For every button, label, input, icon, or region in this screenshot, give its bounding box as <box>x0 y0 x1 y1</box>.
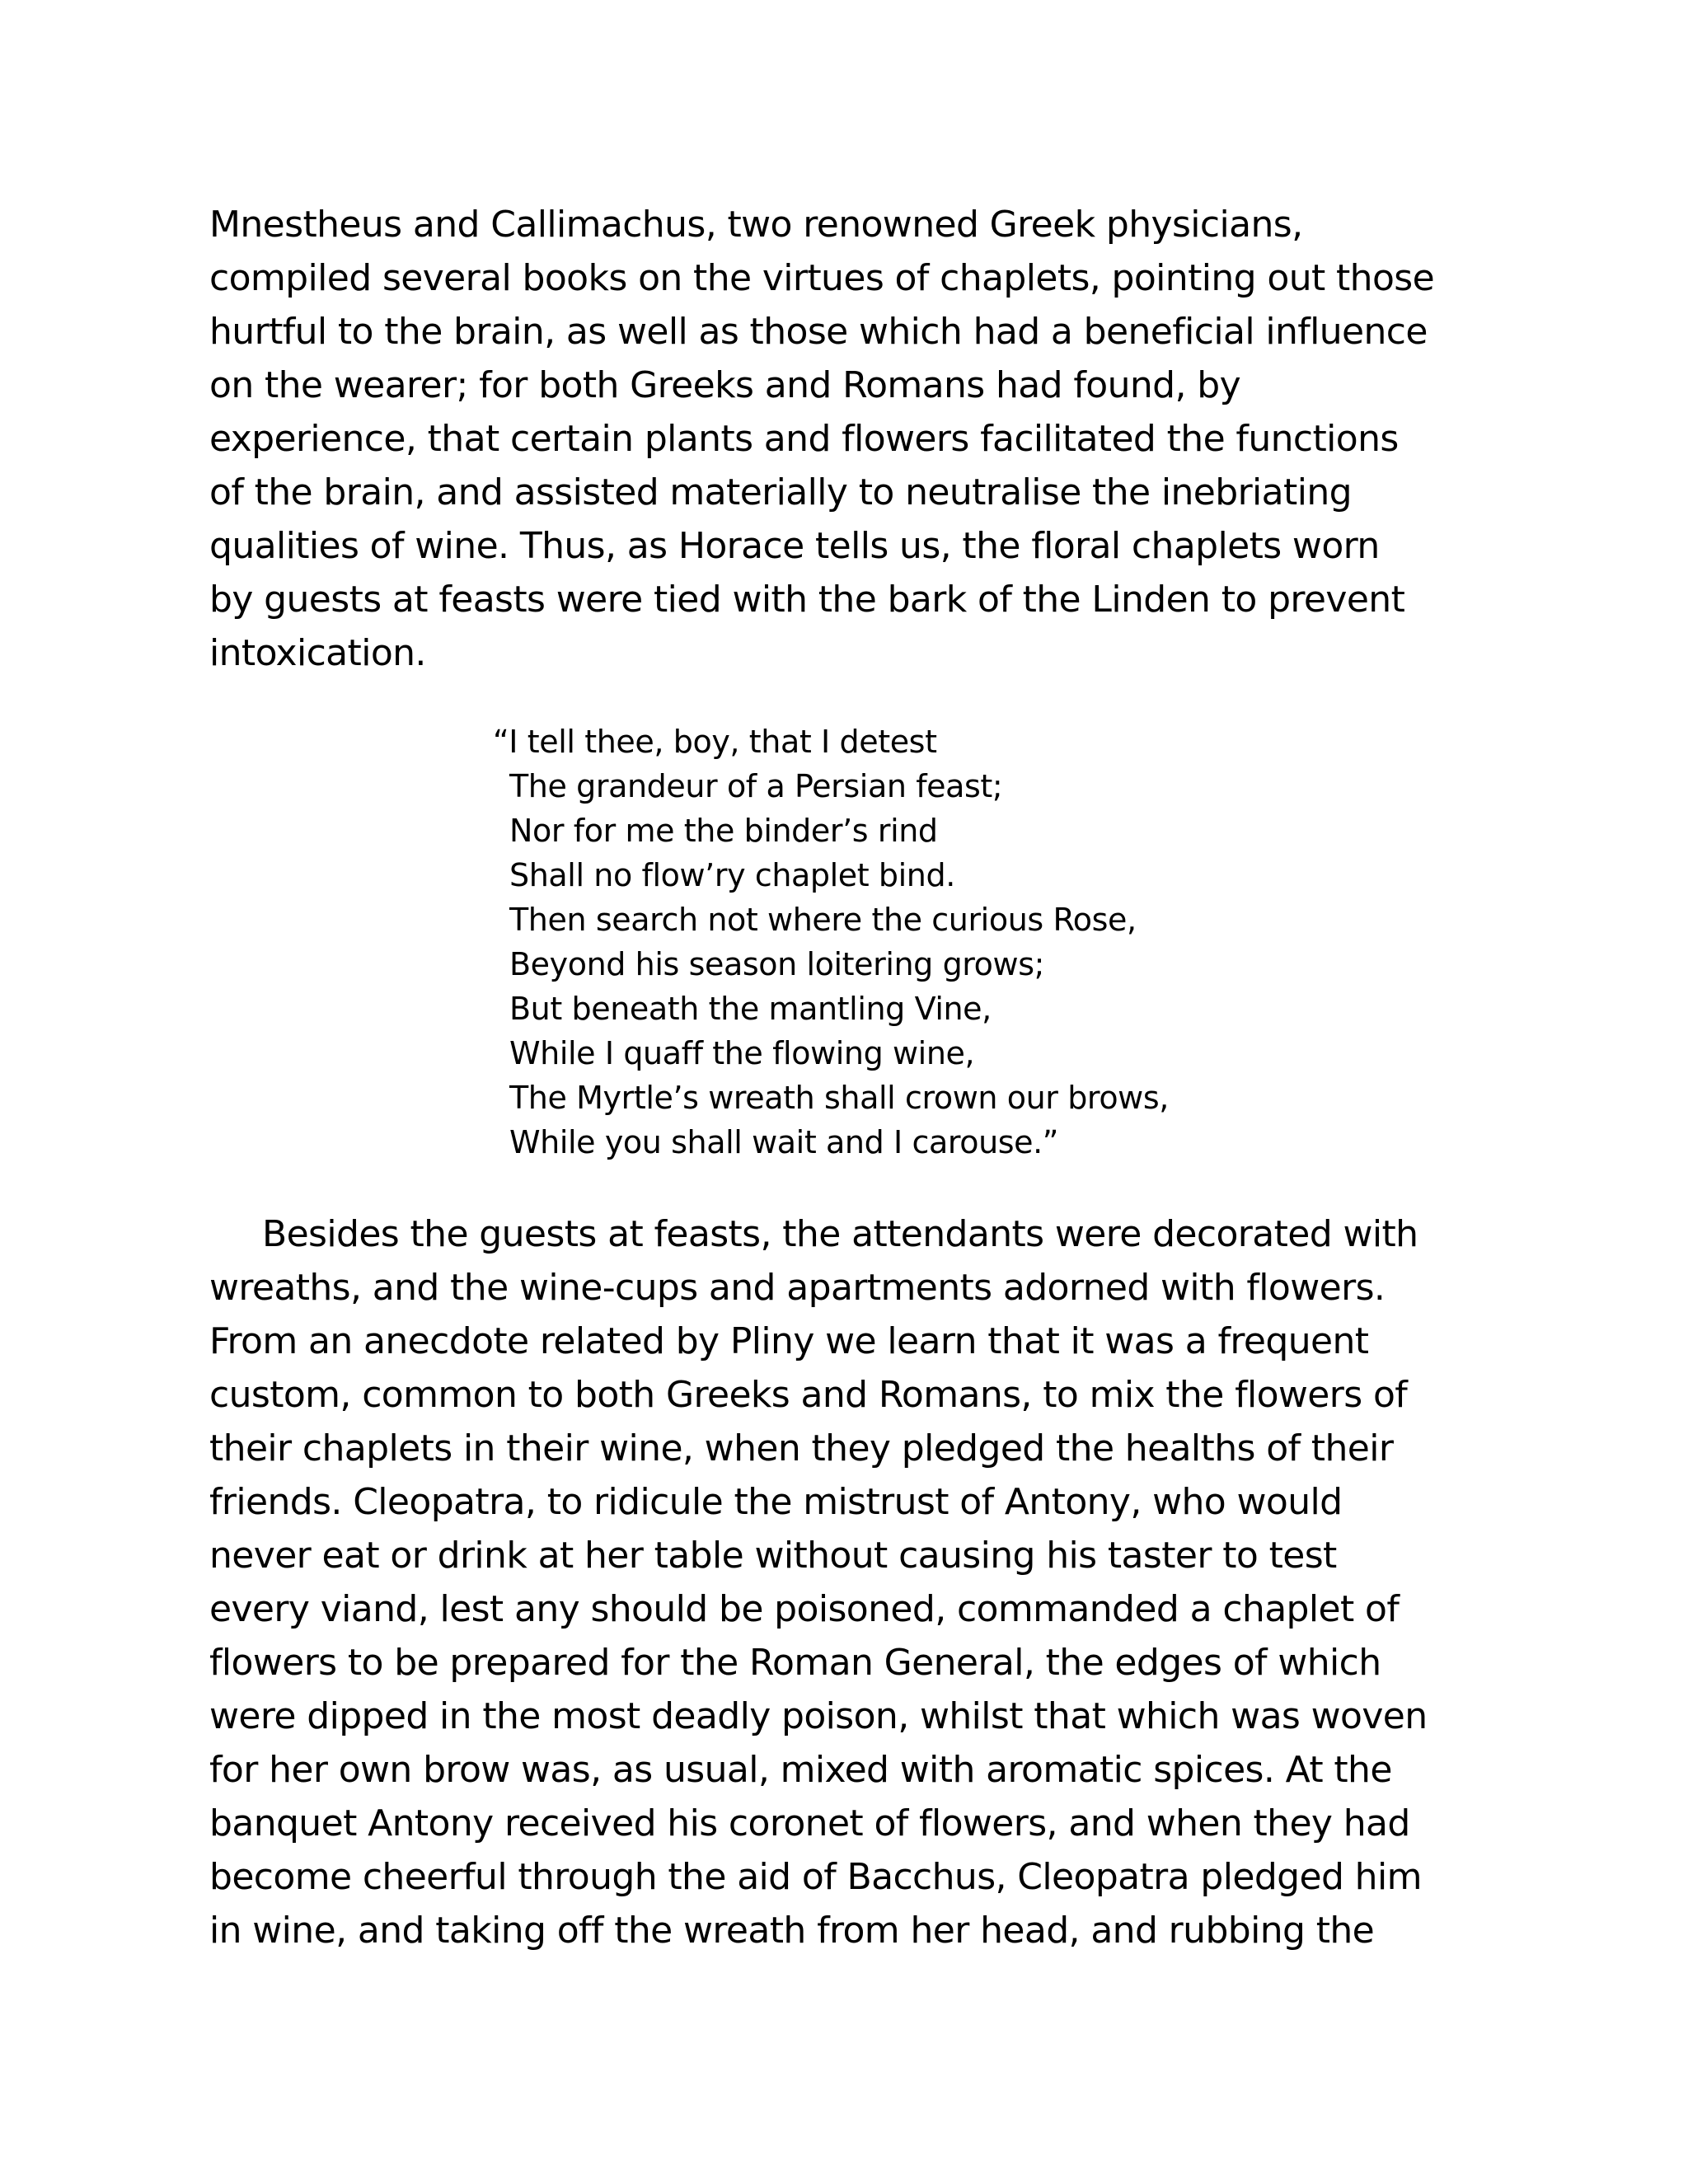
text-line: wreaths, and the wine-cups and apartments adorned with flowers. <box>209 1267 1386 1309</box>
text-line: From an anecdote related by Pliny we learn that it was a frequent <box>209 1320 1369 1362</box>
poem-line: Beyond his season loitering grows; <box>509 946 1045 982</box>
text-line: custom, common to both Greeks and Romans, to mix the flowers of <box>209 1374 1408 1416</box>
text-line: intoxication. <box>209 632 426 674</box>
text-line: Mnestheus and Callimachus, two renowned Greek physicians, <box>209 204 1303 246</box>
poem-line: While you shall wait and I carouse.” <box>509 1124 1059 1160</box>
poem-line: The Myrtle’s wreath shall crown our brows, <box>509 1080 1169 1116</box>
text-line: experience, that certain plants and flowers facilitated the functions <box>209 418 1399 460</box>
text-line: never eat or drink at her table without causing his taster to test <box>209 1535 1337 1577</box>
poem-line: “I tell thee, boy, that I detest <box>493 724 937 760</box>
text-line: were dipped in the most deadly poison, whilst that which was woven <box>209 1695 1428 1737</box>
text-line: their chaplets in their wine, when they pledged the healths of their <box>209 1427 1394 1469</box>
text-line: banquet Antony received his coronet of flowers, and when they had <box>209 1802 1410 1844</box>
poem-line: Shall no flow’ry chaplet bind. <box>509 857 955 893</box>
text-line: every viand, lest any should be poisoned, commanded a chaplet of <box>209 1588 1400 1630</box>
text-line: flowers to be prepared for the Roman General, the edges of which <box>209 1642 1381 1684</box>
text-line: friends. Cleopatra, to ridicule the mistrust of Antony, who would <box>209 1481 1343 1523</box>
text-line: by guests at feasts were tied with the bark of the Linden to prevent <box>209 579 1405 621</box>
text-line: in wine, and taking off the wreath from her head, and rubbing the <box>209 1910 1375 1952</box>
text-line: for her own brow was, as usual, mixed with aromatic spices. At the <box>209 1749 1392 1791</box>
text-line: hurtful to the brain, as well as those which had a beneficial influence <box>209 311 1428 353</box>
poem-line: Then search not where the curious Rose, <box>509 902 1137 938</box>
text-line: compiled several books on the virtues of chaplets, pointing out those <box>209 257 1435 299</box>
text-line: qualities of wine. Thus, as Horace tells us, the floral chaplets worn <box>209 525 1380 567</box>
text-line: Besides the guests at feasts, the attendants were decorated with <box>262 1213 1418 1255</box>
text-line: on the wearer; for both Greeks and Romans had found, by <box>209 364 1241 406</box>
paragraph-chaplets-physicians <box>209 198 1495 680</box>
poem-quotation <box>493 719 1169 1165</box>
text-line: of the brain, and assisted materially to neutralise the inebriating <box>209 471 1352 513</box>
poem-line: But beneath the mantling Vine, <box>509 991 992 1027</box>
poem-line: Nor for me the binder’s rind <box>509 813 938 849</box>
text-line: become cheerful through the aid of Bacchus, Cleopatra pledged him <box>209 1856 1422 1898</box>
poem-line: While I quaff the flowing wine, <box>509 1035 975 1071</box>
paragraph-feasts-cleopatra <box>209 1207 1495 1957</box>
poem-line: The grandeur of a Persian feast; <box>509 768 1003 804</box>
